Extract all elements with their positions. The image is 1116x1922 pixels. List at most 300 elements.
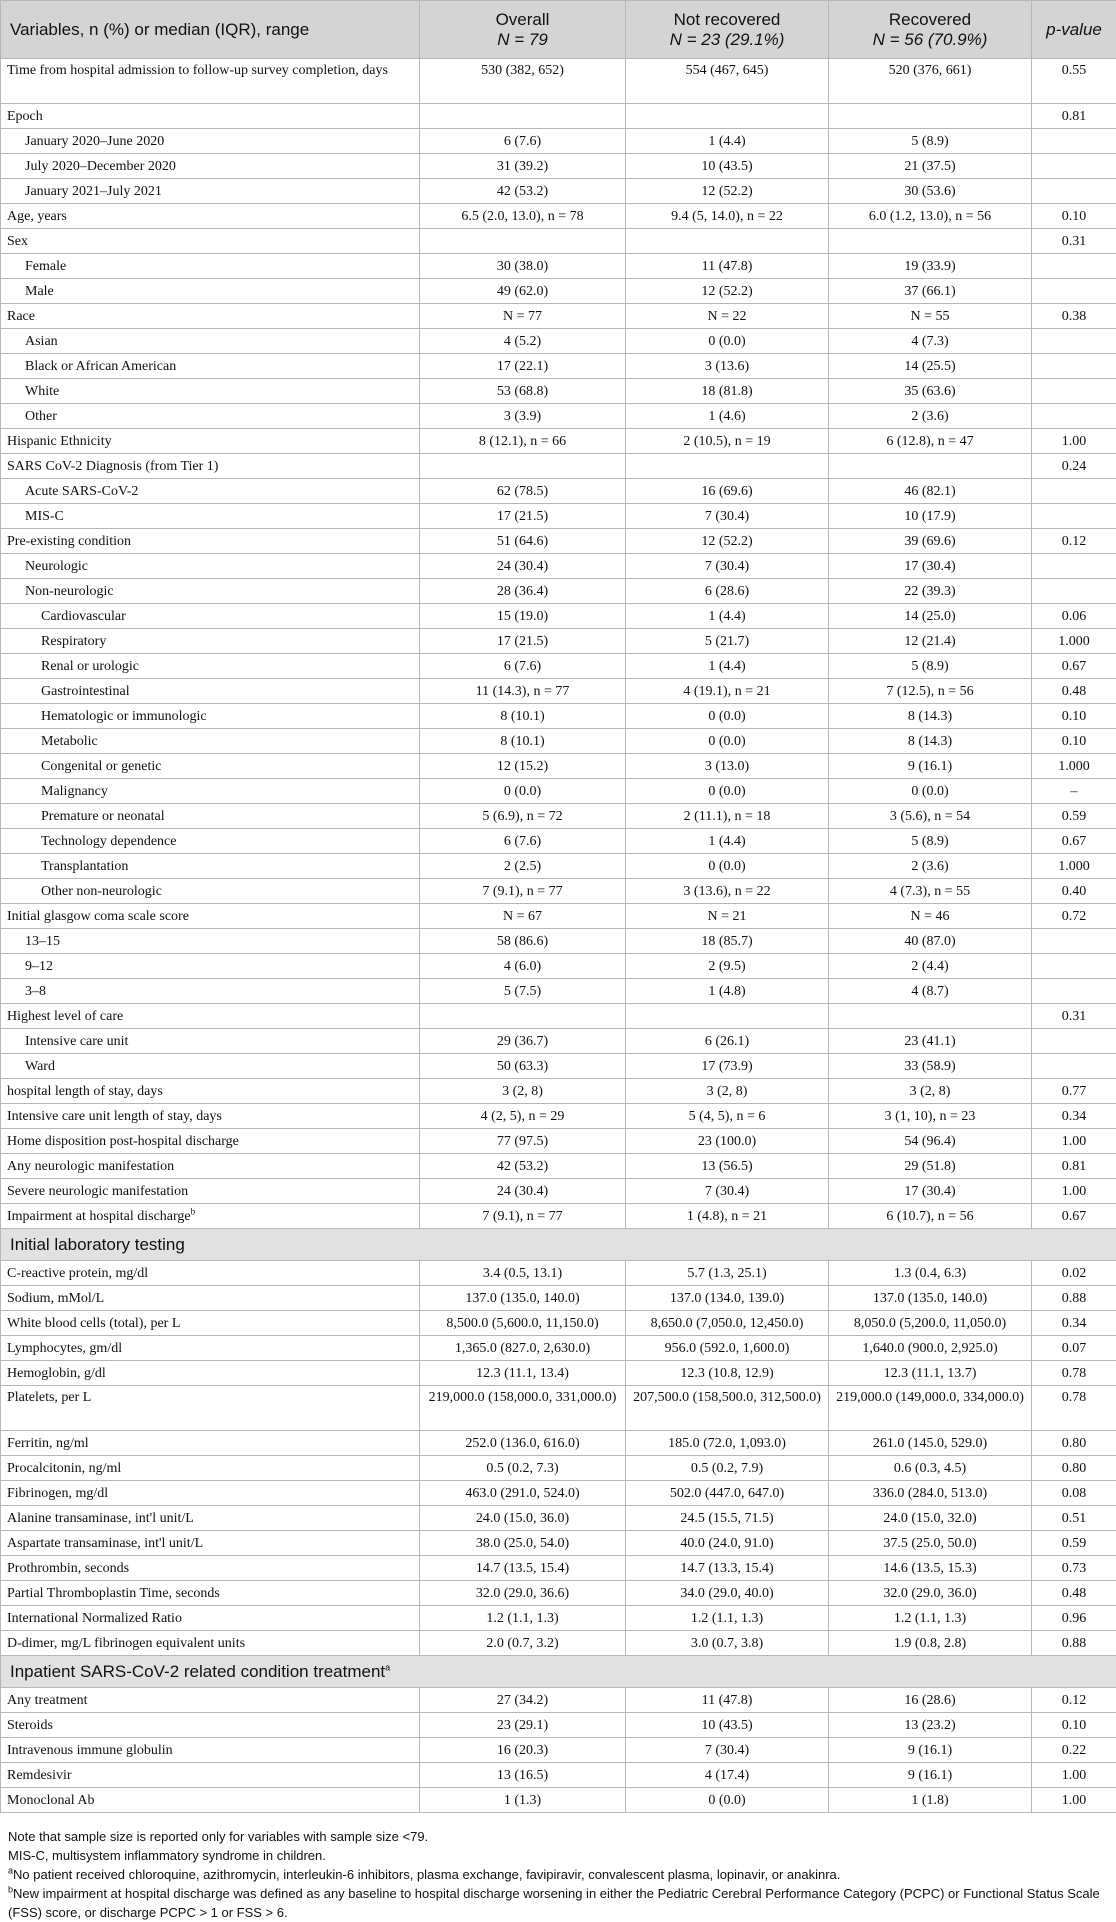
variable-label xyxy=(1,604,420,629)
recovered-value: 8,050.0 (5,200.0, 11,050.0) xyxy=(829,1311,1032,1336)
variable-label-text: Female xyxy=(25,259,66,274)
variable-label-text: MIS-C xyxy=(25,509,64,524)
recovered-value xyxy=(829,454,1032,479)
not-recovered-value: 1 (4.6) xyxy=(626,404,829,429)
overall-value: 137.0 (135.0, 140.0) xyxy=(420,1286,626,1311)
p-value: 0.51 xyxy=(1032,1506,1116,1531)
p-value: 1.000 xyxy=(1032,754,1116,779)
overall-value: 58 (86.6) xyxy=(420,929,626,954)
recovered-value: 21 (37.5) xyxy=(829,154,1032,179)
recovered-value: 261.0 (145.0, 529.0) xyxy=(829,1431,1032,1456)
table-row xyxy=(1,1361,1116,1386)
variable-label-text: Congenital or genetic xyxy=(41,759,162,774)
table-row xyxy=(1,129,1116,154)
overall-value: 8 (12.1), n = 66 xyxy=(420,429,626,454)
overall-value: 1.2 (1.1, 1.3) xyxy=(420,1606,626,1631)
recovered-value: 219,000.0 (149,000.0, 334,000.0) xyxy=(829,1386,1032,1431)
table-row xyxy=(1,1079,1116,1104)
variable-label-text: Renal or urologic xyxy=(41,659,139,674)
not-recovered-value: 554 (467, 645) xyxy=(626,59,829,104)
overall-value: 77 (97.5) xyxy=(420,1129,626,1154)
variable-label-text: Fibrinogen, mg/dl xyxy=(7,1486,108,1501)
table-row xyxy=(1,1688,1116,1713)
variable-label-text: Procalcitonin, ng/ml xyxy=(7,1461,121,1476)
recovered-value xyxy=(829,229,1032,254)
footnote-marker: a xyxy=(8,1866,13,1876)
p-value xyxy=(1032,1054,1116,1079)
variable-label xyxy=(1,1788,420,1813)
variable-label-text: Pre-existing condition xyxy=(7,534,131,549)
overall-value: 16 (20.3) xyxy=(420,1738,626,1763)
not-recovered-value: 0.5 (0.2, 7.9) xyxy=(626,1456,829,1481)
overall-value: 3 (3.9) xyxy=(420,404,626,429)
recovered-value: 37.5 (25.0, 50.0) xyxy=(829,1531,1032,1556)
not-recovered-value: 17 (73.9) xyxy=(626,1054,829,1079)
variable-label xyxy=(1,629,420,654)
p-value: 0.73 xyxy=(1032,1556,1116,1581)
p-value: 0.10 xyxy=(1032,1713,1116,1738)
table-row xyxy=(1,254,1116,279)
not-recovered-value: 0 (0.0) xyxy=(626,1788,829,1813)
not-recovered-value: 3.0 (0.7, 3.8) xyxy=(626,1631,829,1656)
not-recovered-value: 10 (43.5) xyxy=(626,1713,829,1738)
p-value: 0.59 xyxy=(1032,804,1116,829)
not-recovered-value: 1 (4.8) xyxy=(626,979,829,1004)
section-title-text: Inpatient SARS-CoV-2 related condition treatment xyxy=(10,1662,385,1681)
header-not-recovered-title: Not recovered xyxy=(632,10,822,30)
variable-label-text: Platelets, per L xyxy=(7,1390,91,1405)
table-row xyxy=(1,1763,1116,1788)
variable-label xyxy=(1,954,420,979)
table-row xyxy=(1,1788,1116,1813)
variable-label-text: Time from hospital admission to follow-up survey completion, days xyxy=(7,63,388,78)
p-value: 0.12 xyxy=(1032,1688,1116,1713)
variable-label-text: Prothrombin, seconds xyxy=(7,1561,129,1576)
recovered-value: 0 (0.0) xyxy=(829,779,1032,804)
table-row xyxy=(1,1506,1116,1531)
table-row xyxy=(1,1556,1116,1581)
variable-label xyxy=(1,1631,420,1656)
overall-value: 219,000.0 (158,000.0, 331,000.0) xyxy=(420,1386,626,1431)
variable-label-text: 13–15 xyxy=(25,934,60,949)
variable-label xyxy=(1,329,420,354)
overall-value: 42 (53.2) xyxy=(420,179,626,204)
header-variables: Variables, n (%) or median (IQR), range xyxy=(1,1,420,59)
overall-value: 30 (38.0) xyxy=(420,254,626,279)
table-row xyxy=(1,679,1116,704)
not-recovered-value: 1 (4.4) xyxy=(626,829,829,854)
footnote xyxy=(8,1884,1108,1922)
variable-label-text: Epoch xyxy=(7,109,43,124)
variable-label xyxy=(1,154,420,179)
variable-label xyxy=(1,554,420,579)
variable-label xyxy=(1,1456,420,1481)
table-header xyxy=(1,1,1116,59)
recovered-value: N = 46 xyxy=(829,904,1032,929)
header-recovered xyxy=(829,1,1032,59)
table-row xyxy=(1,879,1116,904)
overall-value: 4 (6.0) xyxy=(420,954,626,979)
variable-label xyxy=(1,1531,420,1556)
section-title xyxy=(1,1656,1116,1688)
table-row xyxy=(1,779,1116,804)
variable-label xyxy=(1,979,420,1004)
p-value: 0.10 xyxy=(1032,204,1116,229)
overall-value: 7 (9.1), n = 77 xyxy=(420,1204,626,1229)
p-value xyxy=(1032,404,1116,429)
variable-label xyxy=(1,679,420,704)
recovered-value: 1.9 (0.8, 2.8) xyxy=(829,1631,1032,1656)
variable-label xyxy=(1,479,420,504)
p-value xyxy=(1032,979,1116,1004)
p-value: 0.78 xyxy=(1032,1386,1116,1431)
recovered-value xyxy=(829,1004,1032,1029)
not-recovered-value: 2 (9.5) xyxy=(626,954,829,979)
variable-label-text: 3–8 xyxy=(25,984,46,999)
recovered-value: 4 (7.3), n = 55 xyxy=(829,879,1032,904)
not-recovered-value: 6 (28.6) xyxy=(626,579,829,604)
overall-value: 49 (62.0) xyxy=(420,279,626,304)
p-value xyxy=(1032,379,1116,404)
not-recovered-value: 0 (0.0) xyxy=(626,729,829,754)
p-value: 0.67 xyxy=(1032,829,1116,854)
table-row xyxy=(1,1104,1116,1129)
table-row xyxy=(1,604,1116,629)
variable-label xyxy=(1,654,420,679)
p-value: 0.48 xyxy=(1032,679,1116,704)
not-recovered-value: 13 (56.5) xyxy=(626,1154,829,1179)
overall-value: 5 (7.5) xyxy=(420,979,626,1004)
p-value: 0.10 xyxy=(1032,704,1116,729)
variable-label xyxy=(1,204,420,229)
variable-label xyxy=(1,1336,420,1361)
variable-label xyxy=(1,354,420,379)
p-value xyxy=(1032,954,1116,979)
variable-label xyxy=(1,1386,420,1431)
not-recovered-value: 7 (30.4) xyxy=(626,1738,829,1763)
recovered-value: 6 (12.8), n = 47 xyxy=(829,429,1032,454)
recovered-value: 14 (25.0) xyxy=(829,604,1032,629)
variable-label xyxy=(1,304,420,329)
variable-label xyxy=(1,59,420,104)
not-recovered-value: 12 (52.2) xyxy=(626,279,829,304)
variable-label-text: Asian xyxy=(25,334,58,349)
p-value: 0.78 xyxy=(1032,1361,1116,1386)
table-row xyxy=(1,329,1116,354)
p-value xyxy=(1032,504,1116,529)
p-value: 0.80 xyxy=(1032,1431,1116,1456)
p-value: 0.67 xyxy=(1032,1204,1116,1229)
recovered-value: 1.2 (1.1, 1.3) xyxy=(829,1606,1032,1631)
p-value: 1.00 xyxy=(1032,1763,1116,1788)
not-recovered-value: 3 (13.6), n = 22 xyxy=(626,879,829,904)
recovered-value: 1.3 (0.4, 6.3) xyxy=(829,1261,1032,1286)
variable-label xyxy=(1,1129,420,1154)
recovered-value: 3 (2, 8) xyxy=(829,1079,1032,1104)
p-value: 0.06 xyxy=(1032,604,1116,629)
p-value: 0.31 xyxy=(1032,229,1116,254)
not-recovered-value: 1 (4.8), n = 21 xyxy=(626,1204,829,1229)
recovered-value: 29 (51.8) xyxy=(829,1154,1032,1179)
recovered-value: 13 (23.2) xyxy=(829,1713,1032,1738)
overall-value: 3.4 (0.5, 13.1) xyxy=(420,1261,626,1286)
p-value: – xyxy=(1032,779,1116,804)
table-row xyxy=(1,1631,1116,1656)
variable-label-text: Non-neurologic xyxy=(25,584,114,599)
variable-label-text: Cardiovascular xyxy=(41,609,126,624)
overall-value: 11 (14.3), n = 77 xyxy=(420,679,626,704)
recovered-value: 5 (8.9) xyxy=(829,129,1032,154)
variable-label-text: Any treatment xyxy=(7,1693,87,1708)
footnote xyxy=(8,1846,1108,1865)
variable-label-text: 9–12 xyxy=(25,959,53,974)
not-recovered-value: 24.5 (15.5, 71.5) xyxy=(626,1506,829,1531)
not-recovered-value: 1 (4.4) xyxy=(626,654,829,679)
variable-label-text: Intensive care unit length of stay, days xyxy=(7,1109,222,1124)
overall-value: 50 (63.3) xyxy=(420,1054,626,1079)
variable-label-text: Aspartate transaminase, int'l unit/L xyxy=(7,1536,203,1551)
recovered-value: 520 (376, 661) xyxy=(829,59,1032,104)
variable-label xyxy=(1,1506,420,1531)
not-recovered-value: 40.0 (24.0, 91.0) xyxy=(626,1531,829,1556)
footnote-marker: b xyxy=(191,1206,196,1216)
overall-value: 6.5 (2.0, 13.0), n = 78 xyxy=(420,204,626,229)
recovered-value: 14 (25.5) xyxy=(829,354,1032,379)
overall-value: 17 (22.1) xyxy=(420,354,626,379)
p-value xyxy=(1032,354,1116,379)
p-value: 0.88 xyxy=(1032,1286,1116,1311)
recovered-value: 22 (39.3) xyxy=(829,579,1032,604)
p-value: 0.40 xyxy=(1032,879,1116,904)
recovered-value: 10 (17.9) xyxy=(829,504,1032,529)
not-recovered-value: 5.7 (1.3, 25.1) xyxy=(626,1261,829,1286)
recovered-value: 2 (3.6) xyxy=(829,404,1032,429)
not-recovered-value: 3 (2, 8) xyxy=(626,1079,829,1104)
overall-value: 463.0 (291.0, 524.0) xyxy=(420,1481,626,1506)
not-recovered-value: 6 (26.1) xyxy=(626,1029,829,1054)
p-value: 0.59 xyxy=(1032,1531,1116,1556)
table-body xyxy=(1,59,1116,1813)
p-value: 0.12 xyxy=(1032,529,1116,554)
recovered-value: 9 (16.1) xyxy=(829,1763,1032,1788)
header-recovered-n: N = 56 (70.9%) xyxy=(835,30,1025,50)
p-value: 1.000 xyxy=(1032,854,1116,879)
footnote xyxy=(8,1827,1108,1846)
variable-label-text: July 2020–December 2020 xyxy=(25,159,176,174)
not-recovered-value: 12.3 (10.8, 12.9) xyxy=(626,1361,829,1386)
overall-value: 32.0 (29.0, 36.6) xyxy=(420,1581,626,1606)
table-row xyxy=(1,429,1116,454)
not-recovered-value: 1 (4.4) xyxy=(626,129,829,154)
recovered-value: 33 (58.9) xyxy=(829,1054,1032,1079)
overall-value: 8 (10.1) xyxy=(420,729,626,754)
section-row xyxy=(1,1656,1116,1688)
table-row xyxy=(1,1179,1116,1204)
recovered-value: 3 (5.6), n = 54 xyxy=(829,804,1032,829)
table-row xyxy=(1,854,1116,879)
p-value: 0.55 xyxy=(1032,59,1116,104)
recovered-value: 4 (7.3) xyxy=(829,329,1032,354)
table-row xyxy=(1,1336,1116,1361)
variable-label-text: Age, years xyxy=(7,209,67,224)
recovered-value: 24.0 (15.0, 32.0) xyxy=(829,1506,1032,1531)
variable-label xyxy=(1,1431,420,1456)
header-overall xyxy=(420,1,626,59)
not-recovered-value: 10 (43.5) xyxy=(626,154,829,179)
recovered-value: 40 (87.0) xyxy=(829,929,1032,954)
table-row xyxy=(1,279,1116,304)
not-recovered-value: 3 (13.0) xyxy=(626,754,829,779)
variable-label xyxy=(1,1286,420,1311)
overall-value: 530 (382, 652) xyxy=(420,59,626,104)
overall-value: 31 (39.2) xyxy=(420,154,626,179)
not-recovered-value: 11 (47.8) xyxy=(626,254,829,279)
overall-value: 6 (7.6) xyxy=(420,829,626,854)
not-recovered-value xyxy=(626,104,829,129)
p-value xyxy=(1032,479,1116,504)
table-row xyxy=(1,1386,1116,1431)
variable-label xyxy=(1,454,420,479)
variable-label xyxy=(1,879,420,904)
not-recovered-value: 0 (0.0) xyxy=(626,854,829,879)
overall-value: 12 (15.2) xyxy=(420,754,626,779)
variable-label xyxy=(1,104,420,129)
table-row xyxy=(1,354,1116,379)
table-row xyxy=(1,579,1116,604)
variable-label-text: Malignancy xyxy=(41,784,108,799)
not-recovered-value: 4 (19.1), n = 21 xyxy=(626,679,829,704)
p-value: 0.34 xyxy=(1032,1311,1116,1336)
footnote-text: Note that sample size is reported only for variables with sample size <79. xyxy=(8,1829,428,1844)
footnote xyxy=(8,1865,1108,1884)
variable-label xyxy=(1,1029,420,1054)
variable-label xyxy=(1,854,420,879)
variable-label xyxy=(1,529,420,554)
p-value xyxy=(1032,929,1116,954)
recovered-value: 54 (96.4) xyxy=(829,1129,1032,1154)
p-value: 0.77 xyxy=(1032,1079,1116,1104)
p-value xyxy=(1032,329,1116,354)
variable-label-text: Partial Thromboplastin Time, seconds xyxy=(7,1586,220,1601)
recovered-value: 12.3 (11.1, 13.7) xyxy=(829,1361,1032,1386)
table-row xyxy=(1,1581,1116,1606)
table-row xyxy=(1,529,1116,554)
not-recovered-value: 7 (30.4) xyxy=(626,554,829,579)
not-recovered-value: 185.0 (72.0, 1,093.0) xyxy=(626,1431,829,1456)
variable-label xyxy=(1,379,420,404)
footnote-text: MIS-C, multisystem inflammatory syndrome in children. xyxy=(8,1848,326,1863)
variable-label-text: Premature or neonatal xyxy=(41,809,165,824)
variable-label xyxy=(1,1154,420,1179)
table-row xyxy=(1,304,1116,329)
overall-value: 27 (34.2) xyxy=(420,1688,626,1713)
p-value: 0.48 xyxy=(1032,1581,1116,1606)
variable-label xyxy=(1,1361,420,1386)
recovered-value: 17 (30.4) xyxy=(829,1179,1032,1204)
recovered-value: 8 (14.3) xyxy=(829,704,1032,729)
variable-label-text: Male xyxy=(25,284,54,299)
table-row xyxy=(1,379,1116,404)
overall-value: 2 (2.5) xyxy=(420,854,626,879)
variable-label-text: Severe neurologic manifestation xyxy=(7,1184,188,1199)
variable-label-text: Highest level of care xyxy=(7,1009,123,1024)
recovered-value: 1 (1.8) xyxy=(829,1788,1032,1813)
p-value xyxy=(1032,129,1116,154)
variable-label-text: Initial glasgow coma scale score xyxy=(7,909,189,924)
table-row xyxy=(1,554,1116,579)
not-recovered-value: 5 (21.7) xyxy=(626,629,829,654)
table-row xyxy=(1,154,1116,179)
variable-label-text: C-reactive protein, mg/dl xyxy=(7,1266,148,1281)
overall-value: 2.0 (0.7, 3.2) xyxy=(420,1631,626,1656)
table-row xyxy=(1,1713,1116,1738)
variable-label xyxy=(1,1581,420,1606)
variable-label-text: Metabolic xyxy=(41,734,98,749)
variable-label-text: Intravenous immune globulin xyxy=(7,1743,173,1758)
not-recovered-value: 0 (0.0) xyxy=(626,329,829,354)
variable-label xyxy=(1,829,420,854)
table-row xyxy=(1,954,1116,979)
variable-label-text: Other non-neurologic xyxy=(41,884,162,899)
not-recovered-value: 1.2 (1.1, 1.3) xyxy=(626,1606,829,1631)
not-recovered-value: 1 (4.4) xyxy=(626,604,829,629)
footnote-text: No patient received chloroquine, azithromycin, interleukin-6 inhibitors, plasma exchange, favipiravir, convalescent plasma, lopinavir, or anakinra. xyxy=(13,1867,840,1882)
overall-value: 6 (7.6) xyxy=(420,129,626,154)
section-title-text: Initial laboratory testing xyxy=(10,1235,185,1254)
table-row xyxy=(1,454,1116,479)
p-value: 0.34 xyxy=(1032,1104,1116,1129)
variable-label xyxy=(1,1556,420,1581)
recovered-value: 336.0 (284.0, 513.0) xyxy=(829,1481,1032,1506)
variable-label-text: Lymphocytes, gm/dl xyxy=(7,1341,122,1356)
variable-label-text: Home disposition post-hospital discharge xyxy=(7,1134,239,1149)
overall-value: 1 (1.3) xyxy=(420,1788,626,1813)
p-value: 0.08 xyxy=(1032,1481,1116,1506)
header-overall-n: N = 79 xyxy=(426,30,619,50)
table-row xyxy=(1,1204,1116,1229)
not-recovered-value: 2 (10.5), n = 19 xyxy=(626,429,829,454)
overall-value: 23 (29.1) xyxy=(420,1713,626,1738)
variable-label-text: White blood cells (total), per L xyxy=(7,1316,180,1331)
overall-value: 252.0 (136.0, 616.0) xyxy=(420,1431,626,1456)
variable-label-text: Ferritin, ng/ml xyxy=(7,1436,89,1451)
variable-label-text: Ward xyxy=(25,1059,55,1074)
p-value xyxy=(1032,154,1116,179)
overall-value: 6 (7.6) xyxy=(420,654,626,679)
p-value: 1.00 xyxy=(1032,1129,1116,1154)
not-recovered-value: 18 (85.7) xyxy=(626,929,829,954)
p-value: 0.81 xyxy=(1032,104,1116,129)
variable-label-text: Steroids xyxy=(7,1718,53,1733)
overall-value: 24 (30.4) xyxy=(420,1179,626,1204)
variable-label xyxy=(1,1179,420,1204)
variable-label-text: Technology dependence xyxy=(41,834,176,849)
not-recovered-value: 12 (52.2) xyxy=(626,179,829,204)
footnote-marker: b xyxy=(8,1885,13,1895)
p-value xyxy=(1032,179,1116,204)
header-row xyxy=(1,1,1116,59)
recovered-value: 39 (69.6) xyxy=(829,529,1032,554)
p-value: 0.81 xyxy=(1032,1154,1116,1179)
variable-label-text: Acute SARS-CoV-2 xyxy=(25,484,138,499)
table-row xyxy=(1,1311,1116,1336)
not-recovered-value: 11 (47.8) xyxy=(626,1688,829,1713)
recovered-value: 4 (8.7) xyxy=(829,979,1032,1004)
variable-label-text: Sex xyxy=(7,234,28,249)
variable-label-text: Race xyxy=(7,309,35,324)
recovered-value: 23 (41.1) xyxy=(829,1029,1032,1054)
overall-value: 0.5 (0.2, 7.3) xyxy=(420,1456,626,1481)
